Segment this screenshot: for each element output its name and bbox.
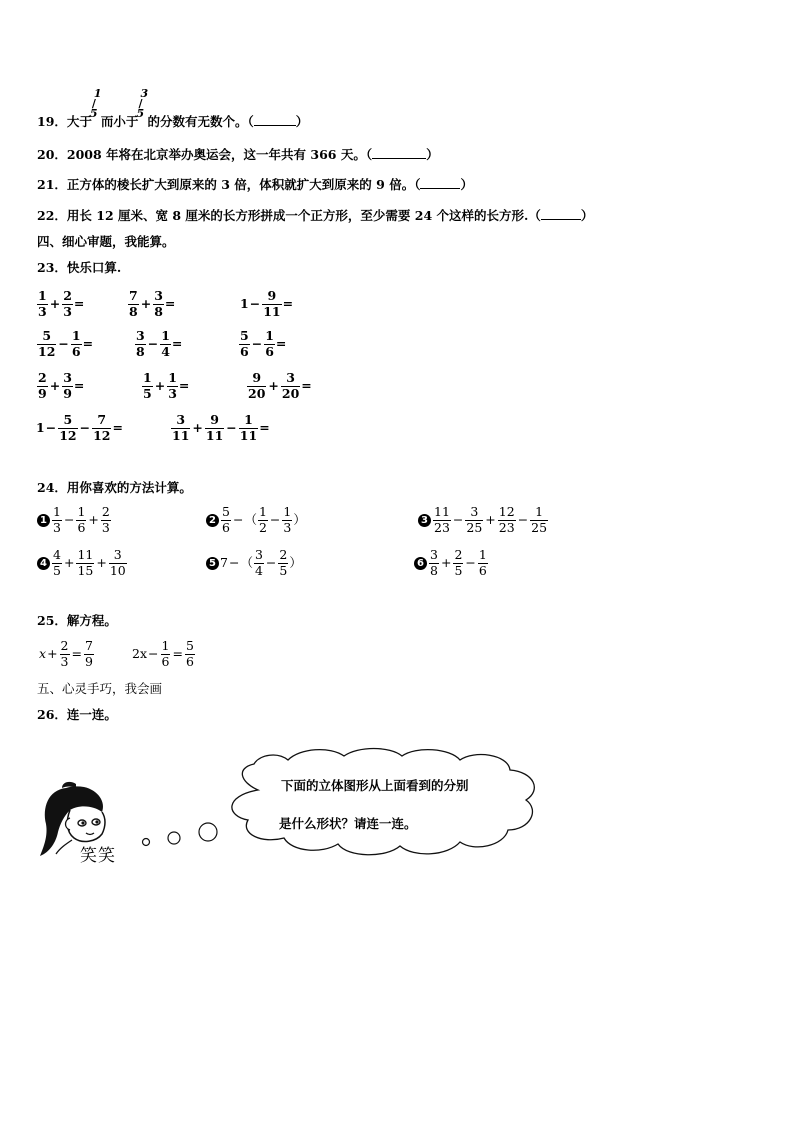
fraction: 1 5 /	[89, 87, 102, 120]
answer-blank[interactable]	[541, 209, 581, 220]
q23-item: $\frac{1}{5}$ + $\frac{1}{3}$ =	[143, 370, 190, 401]
section-5-heading: 五、心灵手巧，我会画	[37, 681, 163, 696]
q23-item: 1 − $\frac{5}{12}$ − $\frac{7}{12}$ =	[36, 412, 123, 443]
section-4-heading: 四、细心审题，我能算。	[37, 234, 175, 249]
circled-number: 1	[37, 514, 50, 527]
thought-bubble-dots	[136, 818, 226, 852]
question-23-title: 23．快乐口算.	[37, 260, 122, 275]
face-outline	[67, 810, 105, 841]
hair-bun	[62, 782, 76, 788]
question-21: 21．正方体的棱长扩大到原来的 3 倍，体积就扩大到原来的 9 倍。（ ）	[37, 177, 473, 192]
ear	[66, 818, 71, 830]
q23-item: $\frac{5}{6}$ − $\frac{1}{6}$ =	[240, 328, 287, 359]
q24-item-5: 5 7 − （ $\frac{3}{4}$ − $\frac{2}{5}$ ）	[206, 549, 302, 577]
q23-item: $\frac{3}{11}$ + $\frac{9}{11}$ − $\frac{1}{11}$ =	[172, 412, 270, 443]
circled-number: 6	[414, 557, 427, 570]
q23-item: $\frac{3}{8}$ − $\frac{1}{4}$ =	[136, 328, 183, 359]
thought-cloud	[218, 746, 558, 860]
q24-item-1: 1 $\frac{1}{3}$ − $\frac{1}{6}$ + $\frac{2}{3}$	[37, 506, 112, 534]
bubble-text-line-1: 下面的立体图形从上面看到的分别	[281, 778, 469, 793]
q23-item: $\frac{2}{9}$ + $\frac{3}{9}$ =	[38, 370, 85, 401]
q23-item: $\frac{9}{20}$ + $\frac{3}{20}$ =	[248, 370, 312, 401]
question-25-title: 25．解方程。	[37, 613, 117, 628]
question-26-title: 26．连一连。	[37, 707, 117, 722]
question-20: 20．2008 年将在北京举办奥运会，这一年共有 366 天。（ ）	[37, 147, 439, 162]
circled-number: 5	[206, 557, 219, 570]
q23-item: $\frac{7}{8}$ + $\frac{3}{8}$ =	[129, 288, 176, 319]
q24-item-2: 2 $\frac{5}{6}$ − （ $\frac{1}{2}$ − $\frac{1}{3}$ ）	[206, 506, 306, 534]
circled-number: 2	[206, 514, 219, 527]
circled-number: 4	[37, 557, 50, 570]
q24-item-4: 4 $\frac{4}{5}$ + $\frac{11}{15}$ + $\frac{3}{10}$	[37, 549, 128, 577]
q23-item: 1 − $\frac{9}{11}$ =	[240, 288, 294, 319]
question-22: 22．用长 12 厘米、宽 8 厘米的长方形拼成一个正方形，至少需要 24 个这样的长方形.（ ）	[37, 208, 594, 223]
q24-item-3: 3 $\frac{11}{23}$ − $\frac{3}{25}$ + $\frac{12}{23}$ − $\frac{1}{25}$	[418, 506, 549, 534]
circled-number: 3	[418, 514, 431, 527]
girl-name-label: 笑笑	[80, 846, 116, 866]
question-24-title: 24．用你喜欢的方法计算。	[37, 480, 192, 495]
question-number: 19．	[37, 114, 67, 129]
answer-blank[interactable]	[254, 115, 296, 126]
answer-blank[interactable]	[420, 178, 460, 189]
bubble-text-line-2: 是什么形状？请连一连。	[279, 816, 417, 831]
q23-item: $\frac{1}{3}$ + $\frac{2}{3}$ =	[38, 288, 85, 319]
q24-item-6: 6 $\frac{3}{8}$ + $\frac{2}{5}$ − $\frac{1}{6}$	[414, 549, 489, 577]
shoulder	[56, 840, 72, 854]
q25-equation-1: x + $\frac{2}{3}$ = $\frac{7}{9}$	[39, 638, 93, 669]
q25-equation-2: 2x − $\frac{1}{6}$ = $\frac{5}{6}$	[132, 638, 194, 669]
question-19: 19．大于 1 5 / 而小于 3 5 / 的分数有无数个。（ ）	[37, 87, 309, 129]
q23-item: $\frac{5}{12}$ − $\frac{1}{6}$ =	[38, 328, 94, 359]
fraction: 3 5 /	[136, 87, 149, 120]
answer-blank[interactable]	[372, 148, 426, 159]
